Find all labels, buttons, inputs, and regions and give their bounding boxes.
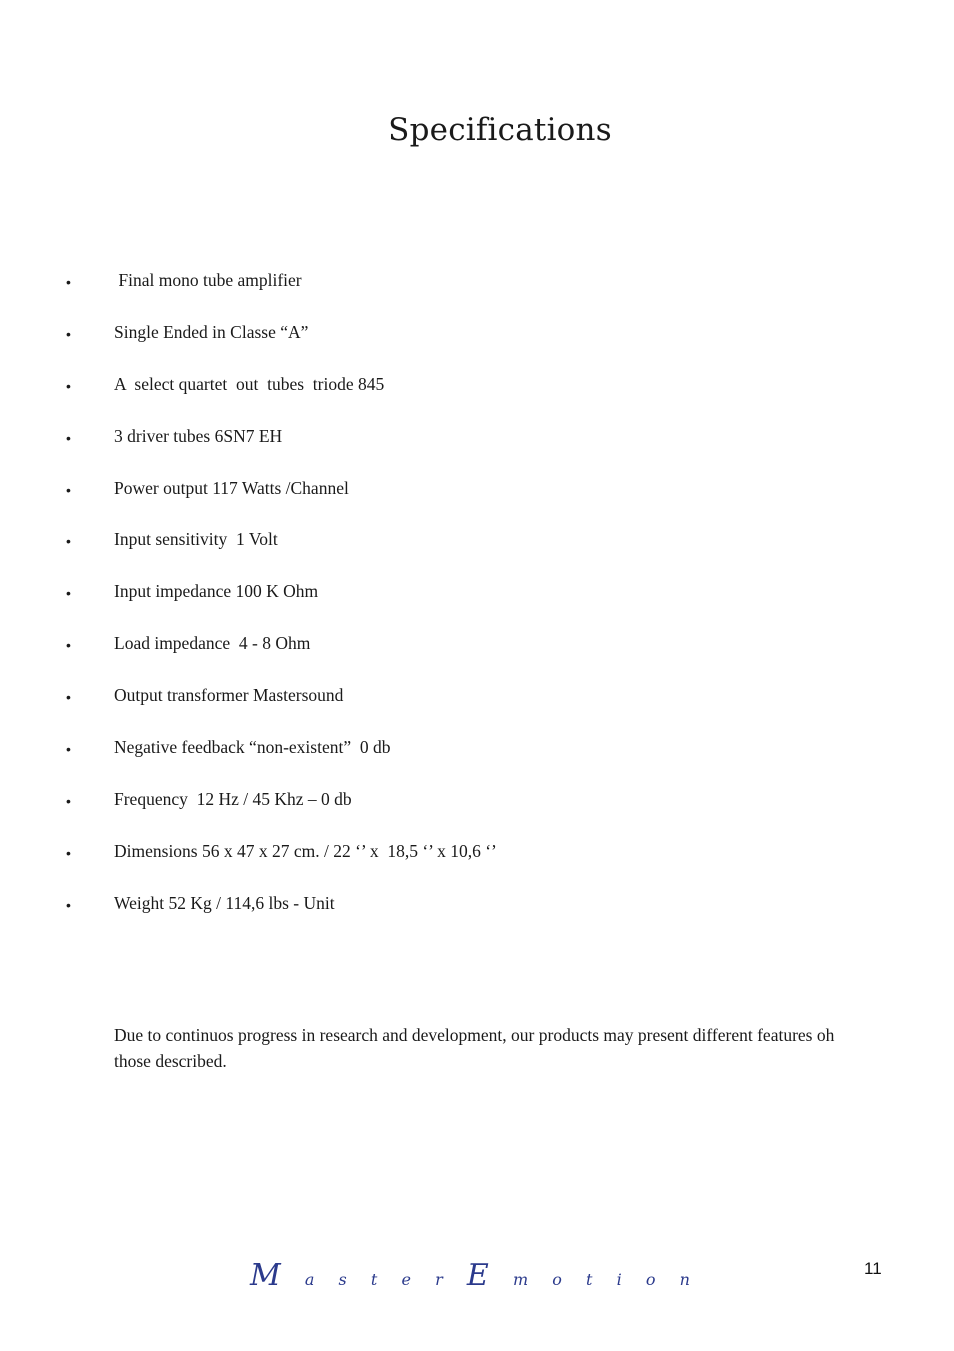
- bullet-icon: •: [66, 689, 71, 706]
- spec-text: Negative feedback “non-existent” 0 db: [114, 737, 391, 758]
- disclaimer-text: Due to continuos progress in research and development, our products may present different features oh those described.: [114, 1025, 835, 1071]
- brand-letter: m: [512, 1270, 529, 1289]
- brand-letter: o: [552, 1270, 562, 1289]
- brand-letter: s: [338, 1270, 347, 1289]
- brand-letter: o: [645, 1270, 656, 1289]
- spec-text: Power output 117 Watts /Channel: [114, 477, 349, 498]
- bullet-icon: •: [66, 274, 71, 290]
- brand-letter: n: [679, 1270, 690, 1289]
- brand-letter: t: [370, 1270, 378, 1289]
- bullet-icon: •: [66, 325, 71, 342]
- spec-text: Frequency 12 Hz / 45 Khz – 0 db: [114, 788, 352, 809]
- spec-text: Weight 52 Kg / 114,6 lbs - Unit: [114, 892, 335, 913]
- brand-letter: e: [401, 1270, 411, 1289]
- bullet-icon: •: [66, 896, 71, 913]
- bullet-icon: •: [66, 741, 71, 758]
- bullet-icon: •: [66, 377, 71, 394]
- brand-letter: t: [586, 1270, 593, 1289]
- spec-text: Load impedance 4 - 8 Ohm: [114, 633, 311, 654]
- spec-text: Input sensitivity 1 Volt: [114, 529, 278, 550]
- page-title: Specifications: [388, 112, 612, 148]
- spec-text: Dimensions 56 x 47 x 27 cm. / 22 ‘’ x 18,5 ‘’ x 10,6 ‘’: [114, 840, 497, 861]
- brand-logo: [250, 1258, 690, 1293]
- bullet-icon: •: [66, 481, 71, 498]
- bullet-icon: •: [66, 585, 71, 602]
- bullet-icon: •: [66, 429, 71, 446]
- spec-text: Single Ended in Classe “A”: [114, 321, 309, 342]
- spec-text: 3 driver tubes 6SN7 EH: [114, 425, 283, 446]
- page-number: 11: [864, 1259, 882, 1278]
- brand-letter: a: [304, 1270, 315, 1289]
- brand-letter: r: [435, 1270, 443, 1289]
- spec-text: Input impedance 100 K Ohm: [114, 581, 319, 602]
- spec-text: Output transformer Mastersound: [114, 685, 344, 706]
- brand-letter: i: [616, 1270, 622, 1289]
- bullet-icon: •: [66, 792, 71, 809]
- spec-text: A select quartet out tubes triode 845: [114, 373, 385, 394]
- bullet-icon: •: [66, 637, 71, 654]
- bullet-icon: •: [66, 533, 71, 550]
- brand-letter: M: [250, 1258, 281, 1293]
- spec-text: Final mono tube amplifier: [114, 270, 302, 290]
- bullet-icon: •: [66, 844, 71, 861]
- brand-letter: E: [466, 1258, 489, 1293]
